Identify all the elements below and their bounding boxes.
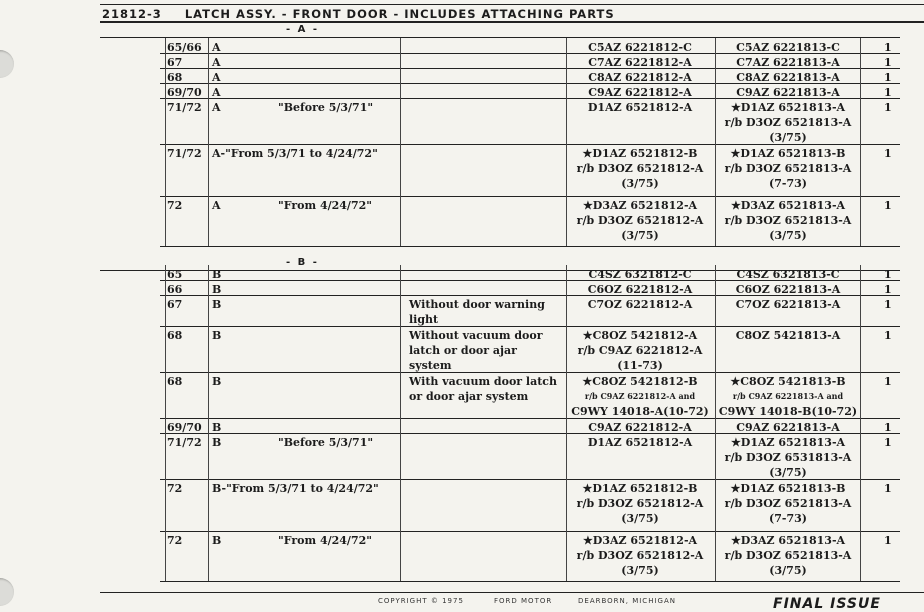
cell-desc: Without vacuum door — [409, 329, 543, 342]
cell-right: C4SZ 6321812-C — [588, 268, 692, 281]
cell-qty: 1 — [884, 421, 892, 434]
row-divider — [160, 246, 900, 247]
row-divider — [160, 196, 900, 197]
cell-year: 68 — [167, 71, 183, 84]
cell-style: B — [212, 534, 222, 547]
row-divider — [160, 479, 900, 480]
cell-qty: 1 — [884, 534, 892, 547]
cell-qty: 1 — [884, 41, 892, 54]
cell-right: C9AZ 6221812-A — [588, 421, 692, 434]
cell-year: 71/72 — [167, 101, 202, 114]
cell-style: A-"From 5/3/71 to 4/24/72" — [212, 147, 378, 160]
final-issue-label: FINAL ISSUE — [773, 596, 881, 612]
cell-style: B — [212, 375, 222, 388]
row-divider — [160, 68, 900, 69]
cell-style: B — [212, 436, 222, 449]
cell-left: C8OZ 5421813-A — [735, 329, 841, 342]
cell-year: 66 — [167, 283, 183, 296]
cell-right: ★D3AZ 6521812-A — [582, 534, 698, 547]
row-divider — [160, 144, 900, 145]
cell-right: C7OZ 6221812-A — [587, 298, 693, 311]
cell-left: C6OZ 6221813-A — [735, 283, 841, 296]
cell-left: C9AZ 6221813-A — [736, 421, 840, 434]
cell-qty: 1 — [884, 298, 892, 311]
footer-location: DEARBORN, MICHIGAN — [578, 597, 676, 605]
cell-qty: 1 — [884, 329, 892, 342]
binder-hole — [0, 578, 14, 606]
cell-year: 67 — [167, 56, 183, 69]
cell-left: r/b D3OZ 6531813-A — [724, 451, 852, 464]
cell-style: B — [212, 298, 222, 311]
section-header — [102, 7, 615, 21]
row-divider — [160, 83, 900, 84]
cell-qty: 1 — [884, 56, 892, 69]
cell-qty: 1 — [884, 147, 892, 160]
part-group-code: 21812-3 — [102, 7, 162, 21]
cell-note: "From 4/24/72" — [278, 534, 372, 547]
cell-left: C9WY 14018-B(10-72) — [718, 405, 858, 418]
cell-style: B — [212, 329, 222, 342]
cell-left: (7-73) — [769, 177, 807, 190]
cell-right: r/b D3OZ 6521812-A — [576, 497, 704, 510]
cell-left: (7-73) — [769, 512, 807, 525]
row-divider — [160, 433, 900, 434]
cell-year: 71/72 — [167, 147, 202, 160]
cell-left: ★C8OZ 5421813-B — [730, 375, 846, 388]
cell-right: C6OZ 6221812-A — [587, 283, 693, 296]
cell-left: ★D1AZ 6521813-B — [730, 147, 846, 160]
cell-left: C9AZ 6221813-A — [736, 86, 840, 99]
cell-qty: 1 — [884, 199, 892, 212]
footer-copyright: COPYRIGHT © 1975 — [378, 597, 464, 605]
cell-right: (3/75) — [621, 564, 659, 577]
cell-year: 72 — [167, 482, 183, 495]
row-divider — [160, 418, 900, 419]
cell-desc: latch or door ajar — [409, 344, 517, 357]
cell-right: r/b C9AZ 6221812-A — [577, 344, 703, 357]
column-divider — [208, 265, 209, 581]
row-divider — [160, 98, 900, 99]
cell-style: A — [212, 41, 221, 54]
cell-desc: light — [409, 313, 439, 326]
cell-year: 68 — [167, 329, 183, 342]
cell-qty: 1 — [884, 101, 892, 114]
cell-year: 65/66 — [167, 41, 202, 54]
cell-left: C7AZ 6221813-A — [736, 56, 840, 69]
cell-right: C5AZ 6221812-C — [588, 41, 692, 54]
cell-right: ★D1AZ 6521812-B — [582, 147, 698, 160]
cell-right: C8AZ 6221812-A — [588, 71, 692, 84]
cell-year: 67 — [167, 298, 183, 311]
rule-line — [100, 4, 924, 5]
cell-year: 65 — [167, 268, 183, 281]
row-divider — [160, 372, 900, 373]
cell-right: ★C8OZ 5421812-A — [582, 329, 698, 342]
cell-left: ★D3AZ 6521813-A — [730, 534, 846, 547]
binder-hole — [0, 50, 14, 78]
cell-style: B — [212, 268, 222, 281]
cell-right: D1AZ 6521812-A — [587, 436, 693, 449]
cell-qty: 1 — [884, 71, 892, 84]
cell-qty: 1 — [884, 482, 892, 495]
cell-style: A — [212, 199, 221, 212]
cell-right: (11-73) — [617, 359, 663, 372]
cell-style: B — [212, 421, 222, 434]
cell-left: ★D1AZ 6521813-A — [730, 436, 846, 449]
cell-left: (3/75) — [769, 131, 807, 144]
cell-right: D1AZ 6521812-A — [587, 101, 693, 114]
cell-left: r/b D3OZ 6521813-A — [724, 214, 852, 227]
rule-line — [100, 37, 900, 38]
cell-style: A — [212, 86, 221, 99]
cell-style: A — [212, 101, 221, 114]
cell-qty: 1 — [884, 86, 892, 99]
cell-year: 72 — [167, 199, 183, 212]
column-divider — [208, 38, 209, 246]
cell-left: r/b D3OZ 6521813-A — [724, 549, 852, 562]
cell-year: 71/72 — [167, 436, 202, 449]
cell-left: C4SZ 6321813-C — [736, 268, 840, 281]
cell-left: (3/75) — [769, 466, 807, 479]
row-divider — [160, 581, 900, 582]
rule-line — [100, 21, 924, 23]
column-divider — [860, 265, 861, 581]
cell-desc: With vacuum door latch — [409, 375, 558, 388]
column-divider — [165, 38, 166, 246]
cell-right: r/b D3OZ 6521812-A — [576, 162, 704, 175]
column-divider — [715, 265, 716, 581]
cell-right: ★D3AZ 6521812-A — [582, 199, 698, 212]
cell-style: A — [212, 71, 221, 84]
cell-qty: 1 — [884, 436, 892, 449]
cell-year: 72 — [167, 534, 183, 547]
column-divider — [566, 265, 567, 581]
cell-left: C7OZ 6221813-A — [735, 298, 841, 311]
cell-right: C9AZ 6221812-A — [588, 86, 692, 99]
section-label: - A - — [286, 24, 320, 35]
cell-left: (3/75) — [769, 229, 807, 242]
cell-note: "Before 5/3/71" — [278, 436, 374, 449]
column-divider — [566, 38, 567, 246]
cell-right: (3/75) — [621, 177, 659, 190]
column-divider — [165, 265, 166, 581]
cell-right: C7AZ 6221812-A — [588, 56, 692, 69]
column-divider — [400, 38, 401, 246]
cell-style: A — [212, 56, 221, 69]
row-divider — [160, 53, 900, 54]
cell-desc: or door ajar system — [409, 390, 529, 403]
row-divider — [160, 326, 900, 327]
cell-style: B-"From 5/3/71 to 4/24/72" — [212, 482, 379, 495]
cell-left: r/b C9AZ 6221813-A and — [732, 391, 844, 401]
cell-qty: 1 — [884, 268, 892, 281]
cell-right: r/b C9AZ 6221812-A and — [584, 391, 696, 401]
cell-left: r/b D3OZ 6521813-A — [724, 497, 852, 510]
cell-qty: 1 — [884, 375, 892, 388]
cell-desc: Without door warning — [409, 298, 545, 311]
cell-right: (3/75) — [621, 229, 659, 242]
cell-left: ★D1AZ 6521813-A — [730, 101, 846, 114]
cell-right: C9WY 14018-A(10-72) — [571, 405, 709, 418]
cell-left: r/b D3OZ 6521813-A — [724, 116, 852, 129]
rule-line — [100, 592, 924, 593]
cell-note: "From 4/24/72" — [278, 199, 372, 212]
cell-year: 69/70 — [167, 421, 202, 434]
row-divider — [160, 531, 900, 532]
cell-right: r/b D3OZ 6521812-A — [576, 549, 704, 562]
cell-right: r/b D3OZ 6521812-A — [576, 214, 704, 227]
cell-desc: system — [409, 359, 452, 372]
footer-company: FORD MOTOR — [494, 597, 553, 605]
cell-left: C8AZ 6221813-A — [736, 71, 840, 84]
cell-year: 68 — [167, 375, 183, 388]
cell-right: ★D1AZ 6521812-B — [582, 482, 698, 495]
cell-left: r/b D3OZ 6521813-A — [724, 162, 852, 175]
cell-left: ★D1AZ 6521813-B — [730, 482, 846, 495]
cell-qty: 1 — [884, 283, 892, 296]
cell-left: C5AZ 6221813-C — [736, 41, 840, 54]
cell-left: ★D3AZ 6521813-A — [730, 199, 846, 212]
cell-left: (3/75) — [769, 564, 807, 577]
cell-right: (3/75) — [621, 512, 659, 525]
column-divider — [715, 38, 716, 246]
row-divider — [160, 280, 900, 281]
cell-note: "Before 5/3/71" — [278, 101, 374, 114]
cell-right: ★C8OZ 5421812-B — [582, 375, 698, 388]
section-label: - B - — [286, 257, 319, 268]
cell-style: B — [212, 283, 222, 296]
column-divider — [400, 265, 401, 581]
row-divider — [160, 295, 900, 296]
cell-year: 69/70 — [167, 86, 202, 99]
part-group-title: LATCH ASSY. - FRONT DOOR - INCLUDES ATTACHING PARTS — [184, 7, 615, 21]
column-divider — [860, 38, 861, 246]
